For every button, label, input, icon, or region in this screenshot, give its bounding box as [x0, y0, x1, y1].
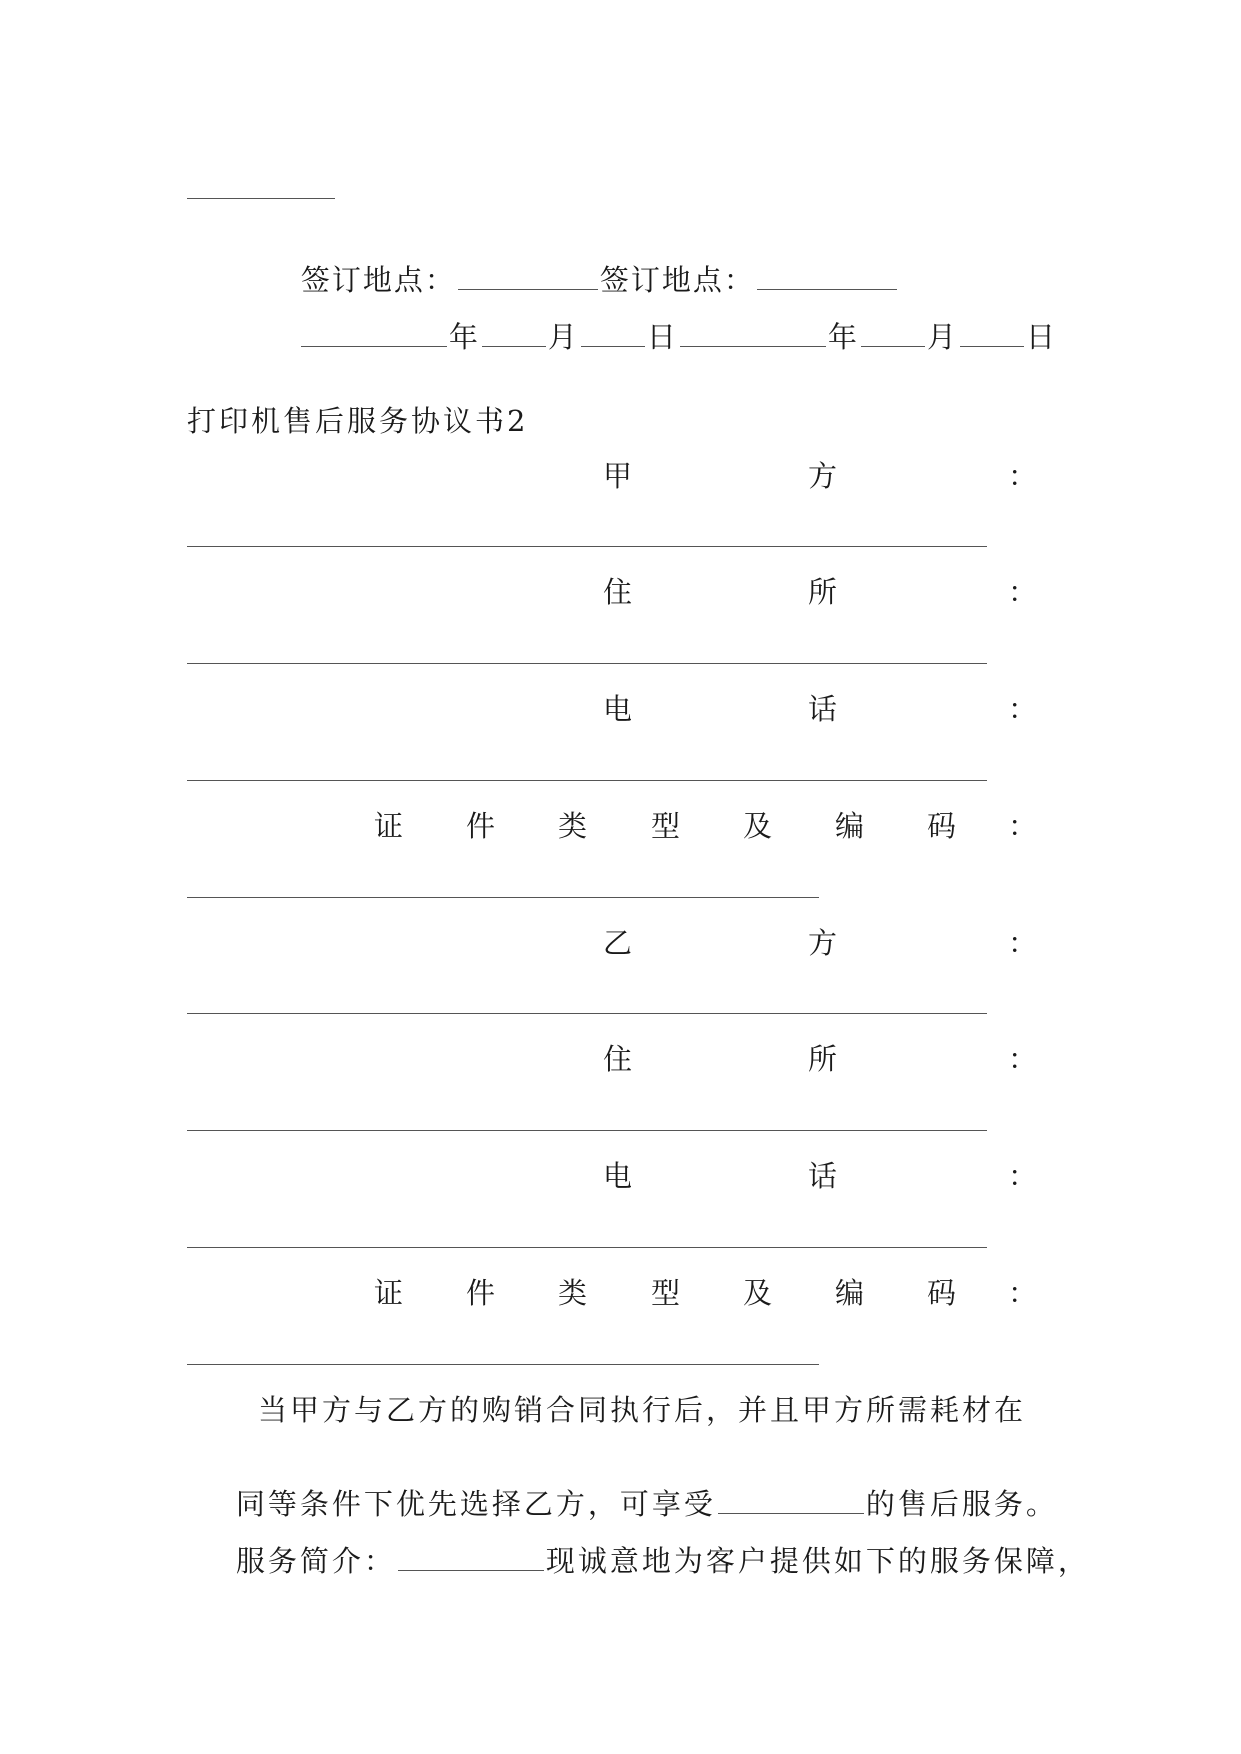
party-a-blank[interactable] [187, 546, 987, 547]
party-a-id-char-2: 件 [466, 809, 496, 843]
signature-line-top [187, 198, 335, 199]
day-blank-a[interactable] [581, 320, 645, 347]
body-line-3-end: 现诚意地为客户提供如下的服务保障， [545, 1544, 1090, 1578]
party-a-address-colon: ： [1008, 575, 1038, 609]
party-a-id-char-5: 及 [743, 809, 773, 843]
party-a-id-char-3: 类 [558, 809, 588, 843]
party-a-colon: ： [1008, 459, 1038, 493]
party-a-address-blank[interactable] [187, 663, 987, 664]
party-b-id-char-1: 证 [374, 1276, 404, 1310]
party-b-id-colon: ： [1008, 1276, 1038, 1310]
party-b-id-char-6: 编 [835, 1276, 865, 1310]
body-line-2-end: 的售后服务。 [865, 1487, 1058, 1521]
party-b-phone-blank[interactable] [187, 1247, 987, 1248]
party-b-phone-label-1: 电 [603, 1159, 633, 1193]
party-b-colon: ： [1008, 926, 1038, 960]
year-label-b: 年 [827, 320, 859, 354]
party-b-label-2: 方 [808, 926, 838, 960]
party-b-id-char-5: 及 [743, 1276, 773, 1310]
party-a-phone-blank[interactable] [187, 780, 987, 781]
party-a-id-blank[interactable] [187, 897, 819, 898]
body-line-2-start: 同等条件下优先选择乙方，可享受 [235, 1487, 716, 1521]
party-b-label-1: 乙 [603, 926, 633, 960]
party-a-address-label-1: 住 [603, 575, 633, 609]
day-label-b: 日 [1025, 320, 1057, 354]
sign-place-label-b: 签订地点： [599, 263, 755, 297]
service-intro-blank[interactable] [398, 1544, 544, 1571]
party-a-phone-label-2: 话 [808, 692, 838, 726]
party-a-label-2: 方 [808, 459, 838, 493]
party-b-id-char-4: 型 [651, 1276, 681, 1310]
party-a-phone-label-1: 电 [603, 692, 633, 726]
party-b-id-char-2: 件 [466, 1276, 496, 1310]
party-b-blank[interactable] [187, 1013, 987, 1014]
body-line-3-start: 服务简介： [235, 1544, 396, 1578]
party-a-address-label-2: 所 [808, 575, 838, 609]
month-blank-b[interactable] [861, 320, 925, 347]
year-blank-b[interactable] [680, 320, 826, 347]
month-label-a: 月 [547, 320, 579, 354]
party-b-id-blank[interactable] [187, 1364, 819, 1365]
party-b-id-char-3: 类 [558, 1276, 588, 1310]
body-line-1: 当甲方与乙方的购销合同执行后，并且甲方所需耗材在 [258, 1393, 1027, 1427]
party-b-phone-colon: ： [1008, 1159, 1038, 1193]
party-a-id-colon: ： [1008, 809, 1038, 843]
party-b-address-colon: ： [1008, 1042, 1038, 1076]
month-label-b: 月 [926, 320, 958, 354]
sign-place-label-a: 签订地点： [300, 263, 456, 297]
day-blank-b[interactable] [960, 320, 1024, 347]
day-label-a: 日 [646, 320, 678, 354]
party-b-address-blank[interactable] [187, 1130, 987, 1131]
party-a-id-char-1: 证 [374, 809, 404, 843]
body-line-3 [187, 1507, 1090, 1615]
year-label-a: 年 [448, 320, 480, 354]
party-b-id-char-7: 码 [927, 1276, 957, 1310]
party-b-phone-label-2: 话 [808, 1159, 838, 1193]
date-row [254, 283, 1057, 391]
party-a-phone-colon: ： [1008, 692, 1038, 726]
party-a-label-1: 甲 [603, 459, 633, 493]
party-a-id-char-6: 编 [835, 809, 865, 843]
year-blank-a[interactable] [301, 320, 447, 347]
month-blank-a[interactable] [482, 320, 546, 347]
document-title: 打印机售后服务协议书2 [187, 404, 529, 438]
party-b-address-label-2: 所 [808, 1042, 838, 1076]
party-a-id-char-7: 码 [927, 809, 957, 843]
party-b-address-label-1: 住 [603, 1042, 633, 1076]
party-a-id-char-4: 型 [651, 809, 681, 843]
